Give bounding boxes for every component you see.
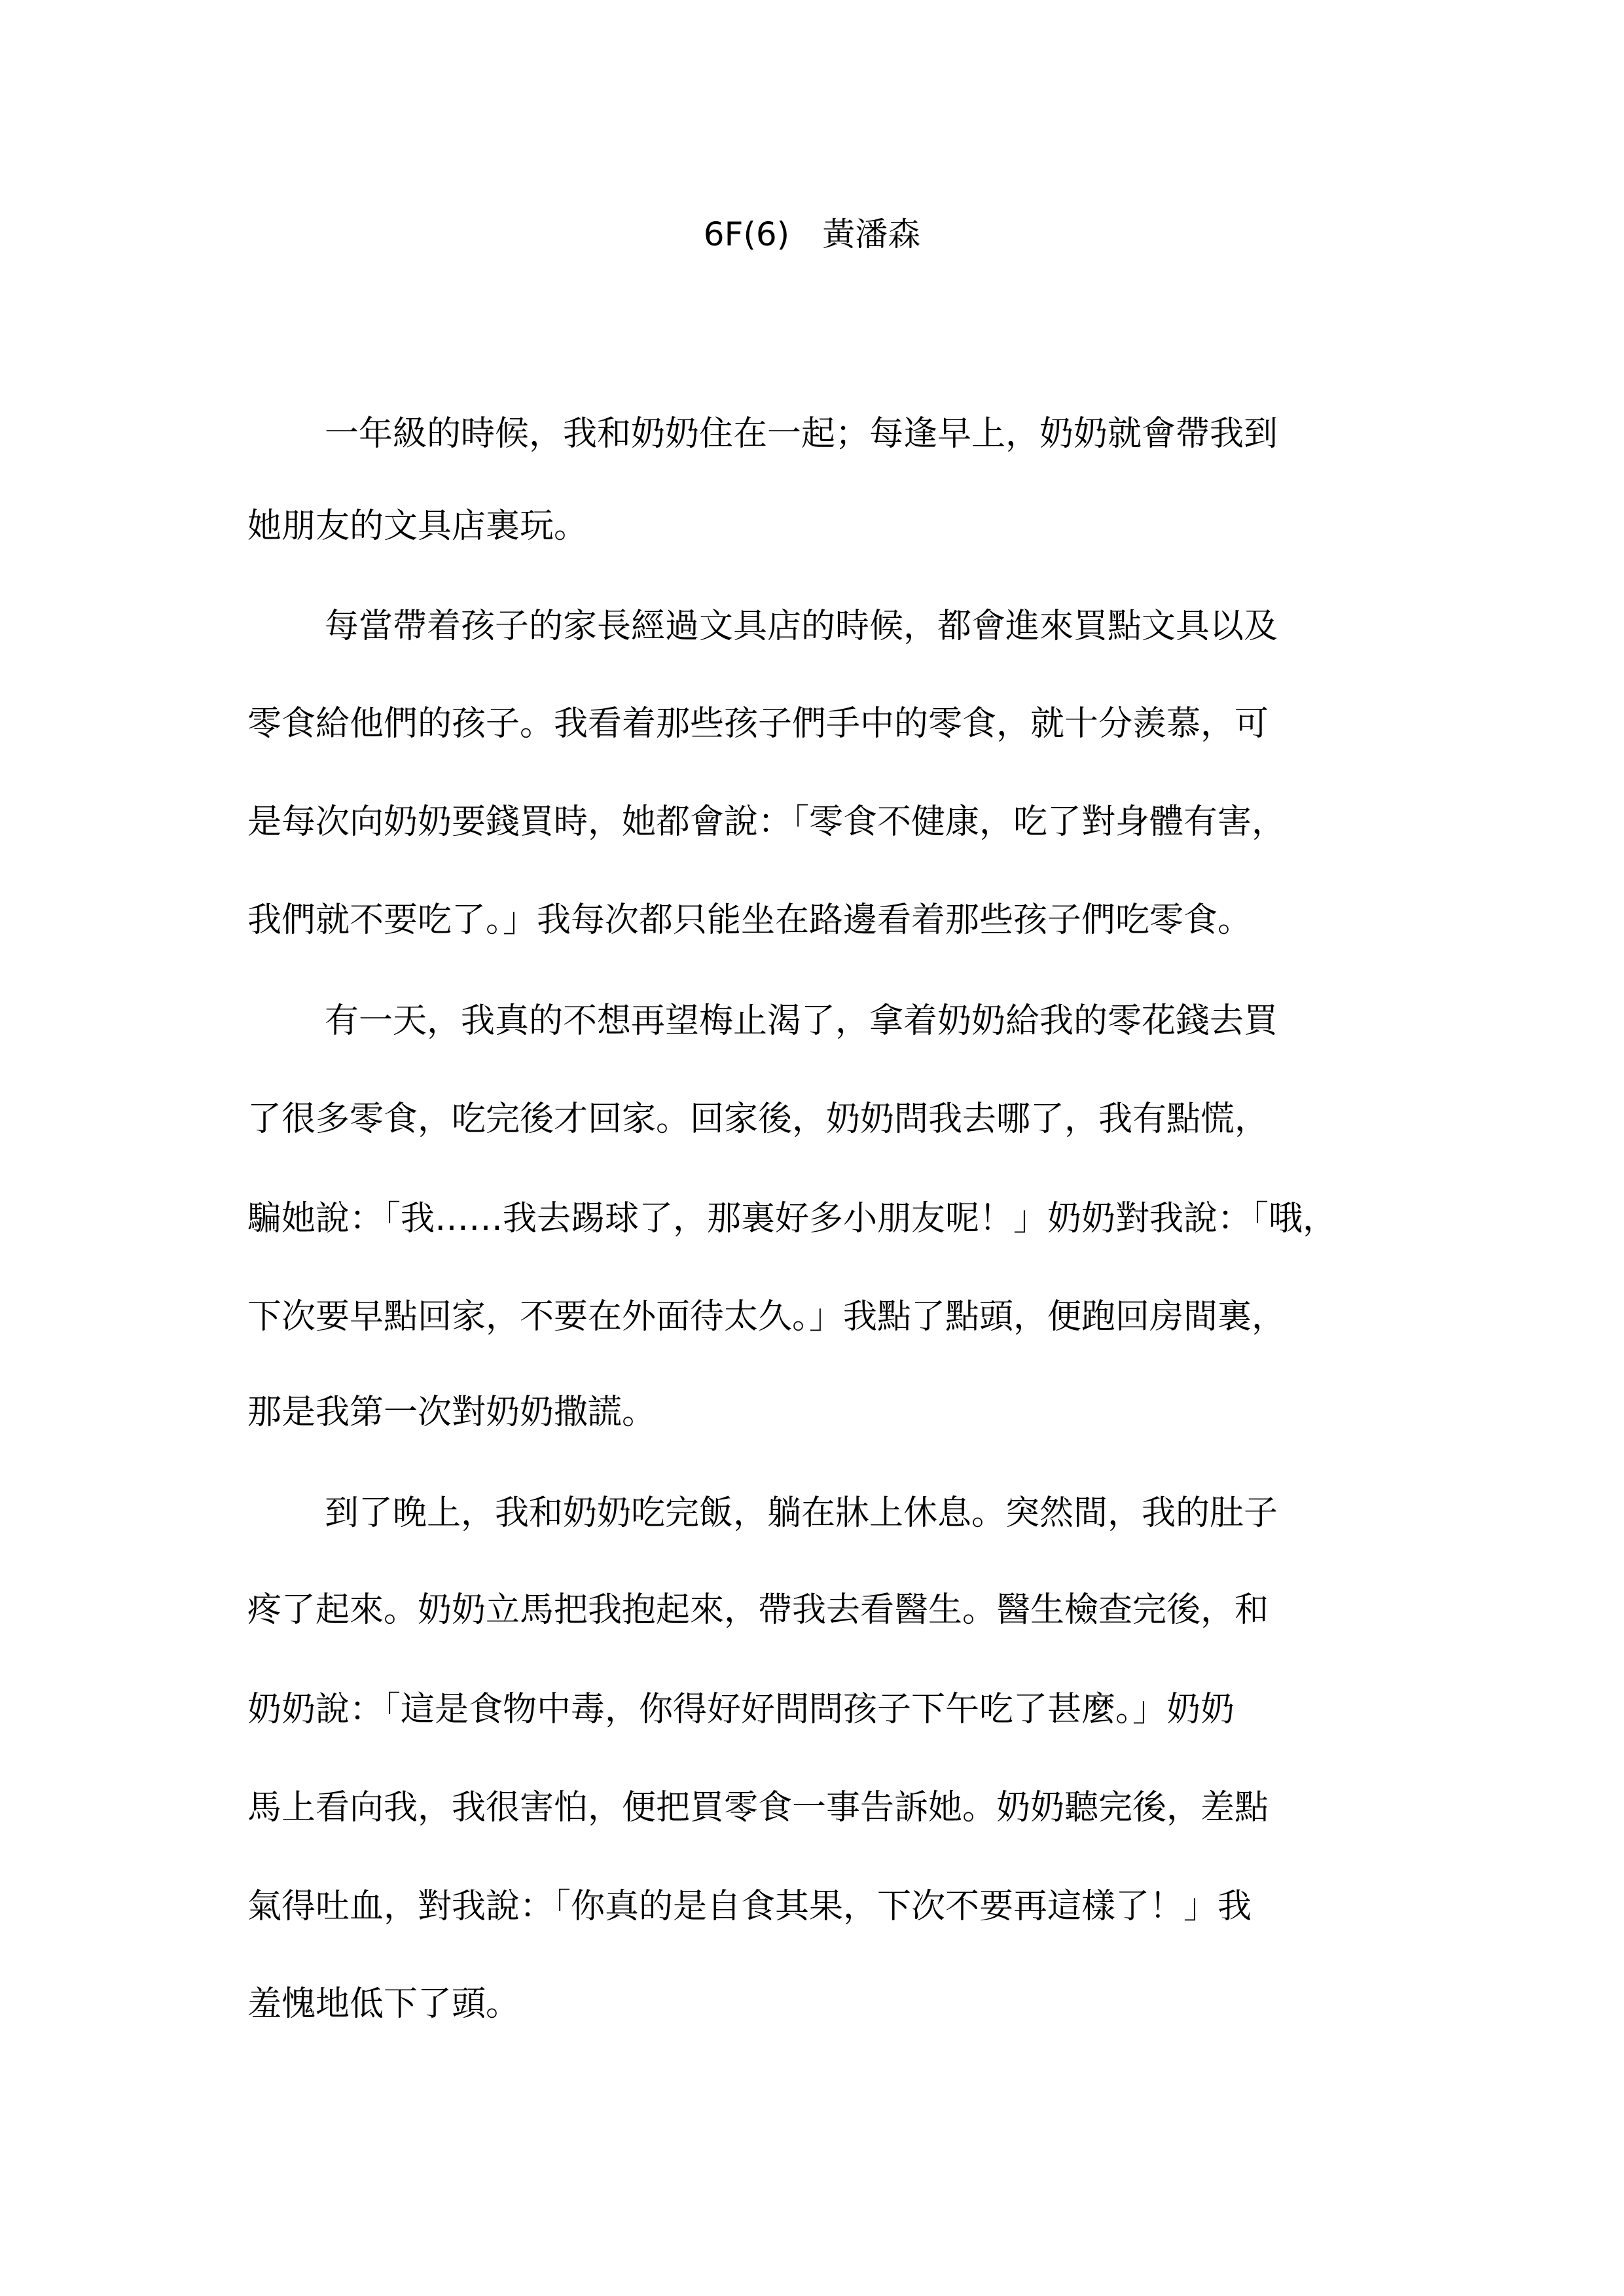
document-title: 6F(6) 黃潘森: [703, 215, 921, 253]
text-line: 到了晚上，我和奶奶吃完飯，躺在牀上休息。突然間，我的肚子: [325, 1494, 1278, 1533]
text-line: 下次要早點回家，不要在外面待太久。」我點了點頭，便跑回房間裏，: [247, 1297, 1286, 1336]
text-line: 馬上看向我，我很害怕，便把買零食一事告訴她。奶奶聽完後，差點: [247, 1788, 1269, 1827]
text-line: 了很多零食，吃完後才回家。回家後，奶奶問我去哪了，我有點慌，: [247, 1100, 1269, 1139]
text-line: 她朋友的文具店裏玩。: [247, 507, 588, 546]
text-line: 零食給他們的孩子。我看着那些孩子們手中的零食，就十分羨慕，可: [247, 704, 1269, 744]
text-line: 每當帶着孩子的家長經過文具店的時候，都會進來買點文具以及: [325, 607, 1278, 646]
text-line: 那是我第一次對奶奶撒謊。: [247, 1393, 657, 1432]
text-line: 是每次向奶奶要錢買時，她都會說：「零食不健康，吃了對身體有害，: [247, 802, 1286, 842]
text-line: 奶奶說：「這是食物中毒，你得好好問問孩子下午吃了甚麼。」奶奶: [247, 1690, 1235, 1729]
text-line: 羞愧地低下了頭。: [247, 1984, 520, 2024]
text-line: 有一天，我真的不想再望梅止渴了，拿着奶奶給我的零花錢去買: [325, 1001, 1278, 1041]
text-line: 我們就不要吃了。」我每次都只能坐在路邊看着那些孩子們吃零食。: [247, 901, 1252, 940]
text-line: 一年級的時候，我和奶奶住在一起；每逢早上，奶奶就會帶我到: [325, 414, 1278, 454]
text-line: 疼了起來。奶奶立馬把我抱起來，帶我去看醫生。醫生檢查完後，和: [247, 1590, 1269, 1630]
text-line: 騙她說：「我……我去踢球了，那裏好多小朋友呢！」奶奶對我說：「哦，: [247, 1199, 1337, 1238]
text-line: 氣得吐血，對我說：「你真的是自食其果，下次不要再這樣了！」我: [247, 1887, 1252, 1926]
